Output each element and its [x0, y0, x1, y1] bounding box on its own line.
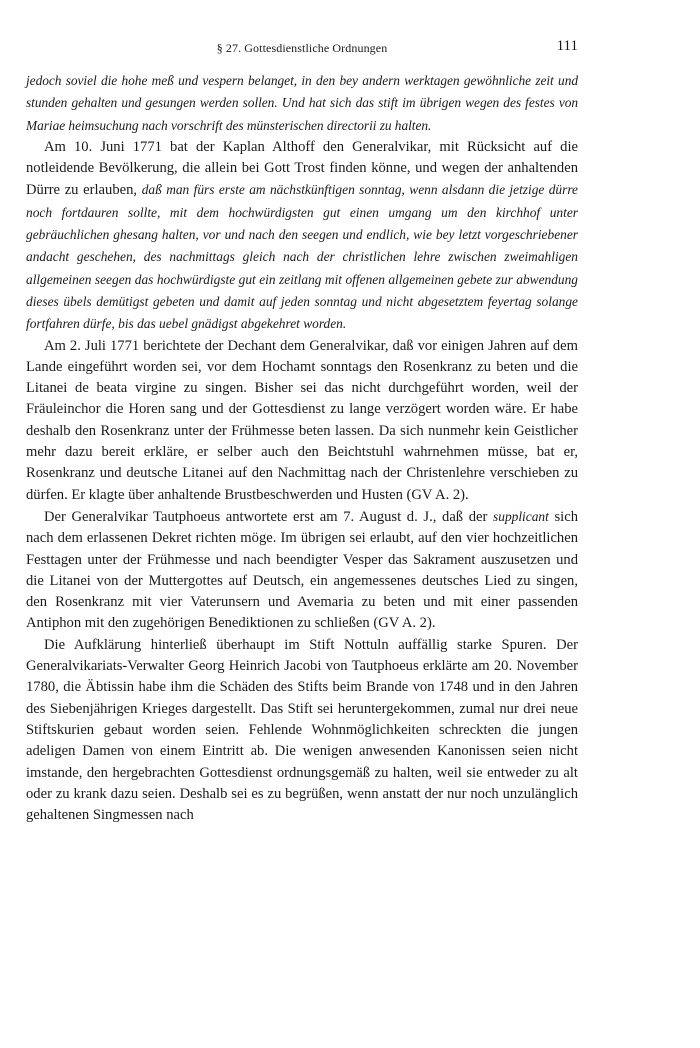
- paragraph-aufklaerung: [26, 635, 578, 827]
- paragraph-text: Der Generalvikar Tautphoeus antwortete erst am 7. August d. J., daß der: [44, 508, 488, 525]
- page-number: 111: [556, 38, 578, 54]
- paragraph-tautphoeus-answer: [26, 506, 578, 635]
- running-head: § 27. Gottesdienstliche Ordnungen: [216, 41, 388, 55]
- quote-text: daß man fürs erste am nächstkünftigen sonntag, wenn alsdann die jetzige dürre noch fortdauren sollte, mit dem hochwürdigsten gut einen umgang um den kirchhof unter gebräuchlichen ghesang halten, vor und nach den seegen und endlich, wie bey letzt vorgeschriebener andacht geschehen, des nachmittags gleich nach der christlichen lehre zwischen zweimahligen allgemeinen seegen das hochwürdigste gut ein zeitlang mit offenen allgemeinen gebete zur abwendung dieses übels demütigst gebeten und damit auf jeden sonntag und nicht abgesetztem feyertag solange fortfahren dürfe, bis das uebel gnädigst abgekehret worden.: [26, 182, 578, 332]
- paragraph-dechant-report: [26, 336, 578, 506]
- quote-text: supplicant: [493, 508, 549, 524]
- paragraph-quote-continuation: [26, 70, 578, 137]
- quote-text: jedoch soviel die hohe meß und vespern belanget, in den bey andern werktagen gewöhnliche zeit und stunden gehalten und gesungen werden sollen. Und hat sich das stift im übrigen wegen des festes von Mariae heimsuchung nach vorschrift des münsterischen directorii zu halten.: [26, 73, 578, 133]
- body-text: [26, 70, 578, 826]
- page-header: [26, 38, 578, 58]
- paragraph-text: Am 2. Juli 1771 berichtete der Dechant dem Generalvikar, daß vor einigen Jahren auf dem Lande eingeführt worden sei, vor dem Hochamt sonntags den Rosenkranz zu beten und die Litanei de beata virgine zu singen. Bisher sei das nicht durchgeführt worden, weil der Fräuleinchor die Horen sang und der Gottesdienst zu lange verzögert worden wäre. Er habe deshalb den Rosenkranz unter der Frühmesse beten lassen. Da sich nunmehr kein Geistlicher mehr dazu bereit erkläre, er selber auch den Beichtstuhl wahrnehmen müsse, bat er, Rosenkranz und deutsche Litanei auf den Nachmittag nach der Christenlehre verschieben zu dürfen. Er klagte über anhaltende Brustbeschwerden und Husten (GV A. 2).: [26, 337, 578, 503]
- paragraph-text: Am 10. Juni 1771 bat der Kaplan Althoff den Generalvikar, mit Rücksicht auf die notleidende Bevölkerung, die allein bei Gott Trost finden könne, und wegen der anhaltenden Dürre zu erlauben,: [26, 138, 578, 199]
- paragraph-text: Die Aufklärung hinterließ überhaupt im Stift Nottuln auffällig starke Spuren. Der Generalvikariats-Verwalter Georg Heinrich Jacobi von Tautphoeus erklärte am 20. November 1780, die Äbtissin habe ihm die Schäden des Stifts beim Brande von 1748 und in den Jahren des Siebenjährigen Krieges dargestellt. Das Stift sei heruntergekommen, zumal nur drei neue Stiftskurien gebaut worden seien. Fehlende Wohnmöglichkeiten schreckten die jungen adeligen Damen von einem Eintritt ab. Die wenigen anwesenden Kanonissen seien nicht imstande, den hergebrachten Gottesdienst ordnungsgemäß zu halten, weil sie entweder zu alt oder zu krank dazu seien. Deshalb sei es zu begrüßen, wenn anstatt der nur noch unzulänglich gehaltenen Singmessen nach: [26, 636, 578, 824]
- paragraph-text: sich nach dem erlassenen Dekret richten möge. Im übrigen sei erlaubt, auf den vier hochzeitlichen Festtagen unter der Frühmesse und nach beendigter Vesper das Sakrament auszusetzen und die Litanei von der Muttergottes auf Deutsch, ein angemessenes deutsches Lied zu singen, den Rosenkranz mit vier Vaterunsern und Avemaria zu beten und mit einer passenden Antiphon mit den zugehörigen Benediktionen zu schließen (GV A. 2).: [26, 508, 578, 632]
- paragraph-althoff-request: [26, 137, 578, 336]
